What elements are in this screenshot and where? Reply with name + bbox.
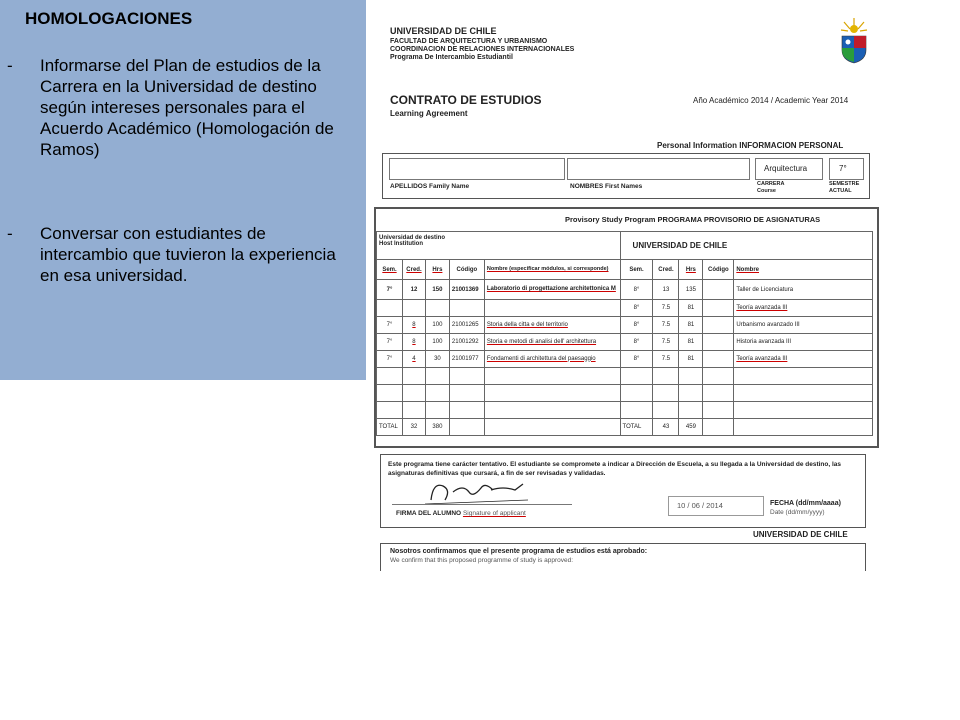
- academic-year: Año Académico 2014 / Academic Year 2014: [693, 96, 849, 105]
- host-label: Universidad de destino: [379, 235, 446, 241]
- cell-cred: 8: [402, 334, 425, 351]
- cell-cred-2: 7.5: [653, 300, 679, 317]
- cell-name-2: Teoría avanzada III: [734, 300, 873, 317]
- signature-label-es: FIRMA DEL ALUMNO: [396, 510, 462, 517]
- tentative-notice: Este programa tiene carácter tentativo. El estudiante se compromete a indicar a Dirección de Escuela, a su llegada a la Universidad de destino, las asignaturas definitivas que cursará, a fin de ser revisadas y validadas.: [388, 461, 842, 477]
- bullet-item: [7, 223, 358, 286]
- contract-subtitle: Learning Agreement: [390, 109, 468, 118]
- col-code-2: Código: [703, 260, 734, 280]
- cell-code-2: [703, 334, 734, 351]
- col-cred: Cred.: [402, 260, 425, 280]
- doc-program: Programa De Intercambio Estudiantil: [390, 54, 513, 61]
- cell-sem-2: 8°: [620, 317, 653, 334]
- cell-hrs-2: 81: [679, 351, 703, 368]
- study-program-title: Provisory Study Program PROGRAMA PROVISORIO DE ASIGNATURAS: [565, 215, 821, 224]
- col-name: Nombre (especificar módulos, si corresponde): [484, 260, 620, 280]
- cell-code-2: [703, 280, 734, 300]
- cell-hrs-2: 81: [679, 300, 703, 317]
- cell-hrs-2: 135: [679, 280, 703, 300]
- cell-name: [484, 300, 620, 317]
- bullet-dash: -: [7, 224, 13, 243]
- table-row: [377, 334, 873, 351]
- cell-cred-2: 7.5: [653, 317, 679, 334]
- bullet-item: [7, 55, 358, 160]
- cell-code: 21001292: [449, 334, 484, 351]
- table-row: [377, 300, 873, 317]
- semester-field: [829, 158, 864, 180]
- cell-name-2: Urbanismo avanzado III: [734, 317, 873, 334]
- cell-hrs: 100: [425, 334, 449, 351]
- col-cred-2: Cred.: [653, 260, 679, 280]
- career-value: Arquitectura: [764, 164, 808, 173]
- confirm-es: Nosotros confirmamos que el presente programa de estudios está aprobado:: [390, 548, 648, 555]
- total-label: TOTAL: [377, 419, 403, 436]
- cell-cred: 8: [402, 317, 425, 334]
- total-label-2: TOTAL: [620, 419, 653, 436]
- info-panel: [0, 0, 366, 380]
- semester-value: 7°: [839, 164, 847, 173]
- table-row: [377, 385, 873, 402]
- cell-code-2: [703, 351, 734, 368]
- table-row: [377, 368, 873, 385]
- semester-label: SEMESTRE: [829, 181, 860, 187]
- learning-agreement-document: [368, 0, 960, 570]
- total-hrs: 380: [425, 419, 449, 436]
- contract-title: CONTRATO DE ESTUDIOS: [390, 93, 542, 107]
- cell-hrs: 30: [425, 351, 449, 368]
- date-label-en: Date (dd/mm/yyyy): [770, 509, 825, 516]
- cell-sem: 7°: [377, 280, 403, 300]
- cell-sem: 7°: [377, 334, 403, 351]
- cell-hrs: 150: [425, 280, 449, 300]
- first-names-field: [567, 158, 750, 180]
- table-row: [377, 280, 873, 300]
- doc-coordination: COORDINACION DE RELACIONES INTERNACIONALES: [390, 46, 575, 53]
- cell-sem-2: 8°: [620, 334, 653, 351]
- col-hrs-2: Hrs: [679, 260, 703, 280]
- total-cred: 32: [402, 419, 425, 436]
- cell-sem: [377, 300, 403, 317]
- confirm-en: We confirm that this proposed programme of study is approved:: [390, 557, 574, 564]
- cell-code: 21001265: [449, 317, 484, 334]
- cell-cred-2: 7.5: [653, 334, 679, 351]
- bullet-text: Conversar con estudiantes de intercambio que tuvieron la experiencia en esa universidad.: [40, 224, 336, 285]
- study-program-table: [376, 231, 873, 436]
- total-cred-2: 43: [653, 419, 679, 436]
- cell-name-2: Historia avanzada III: [734, 334, 873, 351]
- cell-code: 21001977: [449, 351, 484, 368]
- cell-name-2: Taller de Licenciatura: [734, 280, 873, 300]
- col-code: Código: [449, 260, 484, 280]
- panel-title: HOMOLOGACIONES: [25, 9, 193, 28]
- bullet-text: Informarse del Plan de estudios de la Carrera en la Universidad de destino según intereses personales para el Acuerdo Académico (Homologación de Ramos): [40, 56, 334, 159]
- family-name-field: [389, 158, 565, 180]
- cell-cred-2: 13: [653, 280, 679, 300]
- host-label-en: Host Institution: [379, 241, 423, 247]
- table-row: [377, 351, 873, 368]
- doc-faculty: FACULTAD DE ARQUITECTURA Y URBANISMO: [390, 38, 548, 45]
- cell-name: Laboratorio di progettazione architettonica M: [484, 280, 620, 300]
- cell-hrs: 100: [425, 317, 449, 334]
- footer-university: UNIVERSIDAD DE CHILE: [753, 530, 848, 539]
- signature-line: [392, 504, 572, 505]
- totals-row: [377, 419, 873, 436]
- cell-code: [449, 300, 484, 317]
- table-row: [377, 402, 873, 419]
- col-name-2: Nombre: [734, 260, 873, 280]
- cell-cred-2: 7.5: [653, 351, 679, 368]
- signature-label-en: Signature of applicant: [462, 510, 526, 517]
- cell-hrs: [425, 300, 449, 317]
- col-sem: Sem.: [377, 260, 403, 280]
- cell-sem: 7°: [377, 351, 403, 368]
- cell-cred: 12: [402, 280, 425, 300]
- home-university: UNIVERSIDAD DE CHILE: [632, 241, 728, 250]
- bullet-dash: -: [7, 56, 13, 75]
- cell-name: Storia e metodi di analisi dell' architettura: [484, 334, 620, 351]
- date-value: 10 / 06 / 2014: [677, 501, 723, 510]
- career-field: [755, 158, 823, 180]
- cell-code-2: [703, 300, 734, 317]
- home-university-cell: [620, 232, 872, 260]
- doc-university: UNIVERSIDAD DE CHILE: [390, 26, 497, 36]
- semester-label-en: ACTUAL: [829, 188, 852, 194]
- cell-hrs-2: 81: [679, 334, 703, 351]
- cell-code-2: [703, 317, 734, 334]
- cell-code: 21001369: [449, 280, 484, 300]
- cell-sem-2: 8°: [620, 300, 653, 317]
- personal-info-title: Personal Information INFORMACION PERSONAL: [657, 141, 844, 150]
- cell-cred: [402, 300, 425, 317]
- cell-name-2: Teoría avanzada III: [734, 351, 873, 368]
- first-names-label: NOMBRES First Names: [570, 183, 643, 190]
- career-label: CARRERA: [757, 181, 785, 187]
- cell-hrs-2: 81: [679, 317, 703, 334]
- total-hrs-2: 459: [679, 419, 703, 436]
- host-institution-cell: [377, 232, 621, 260]
- cell-cred: 4: [402, 351, 425, 368]
- table-row: [377, 317, 873, 334]
- cell-sem: 7°: [377, 317, 403, 334]
- university-logo: [838, 18, 870, 64]
- career-label-en: Course: [757, 188, 776, 194]
- cell-sem-2: 8°: [620, 280, 653, 300]
- signature-label: [396, 510, 526, 517]
- family-name-label: APELLIDOS Family Name: [390, 183, 470, 190]
- date-field: [668, 496, 764, 516]
- cell-sem-2: 8°: [620, 351, 653, 368]
- cell-name: Storia della citta e del territorio: [484, 317, 620, 334]
- col-hrs: Hrs: [425, 260, 449, 280]
- col-sem-2: Sem.: [620, 260, 653, 280]
- date-label: FECHA (dd/mm/aaaa): [770, 500, 841, 507]
- cell-name: Fondamenti di architettura del paesaggio: [484, 351, 620, 368]
